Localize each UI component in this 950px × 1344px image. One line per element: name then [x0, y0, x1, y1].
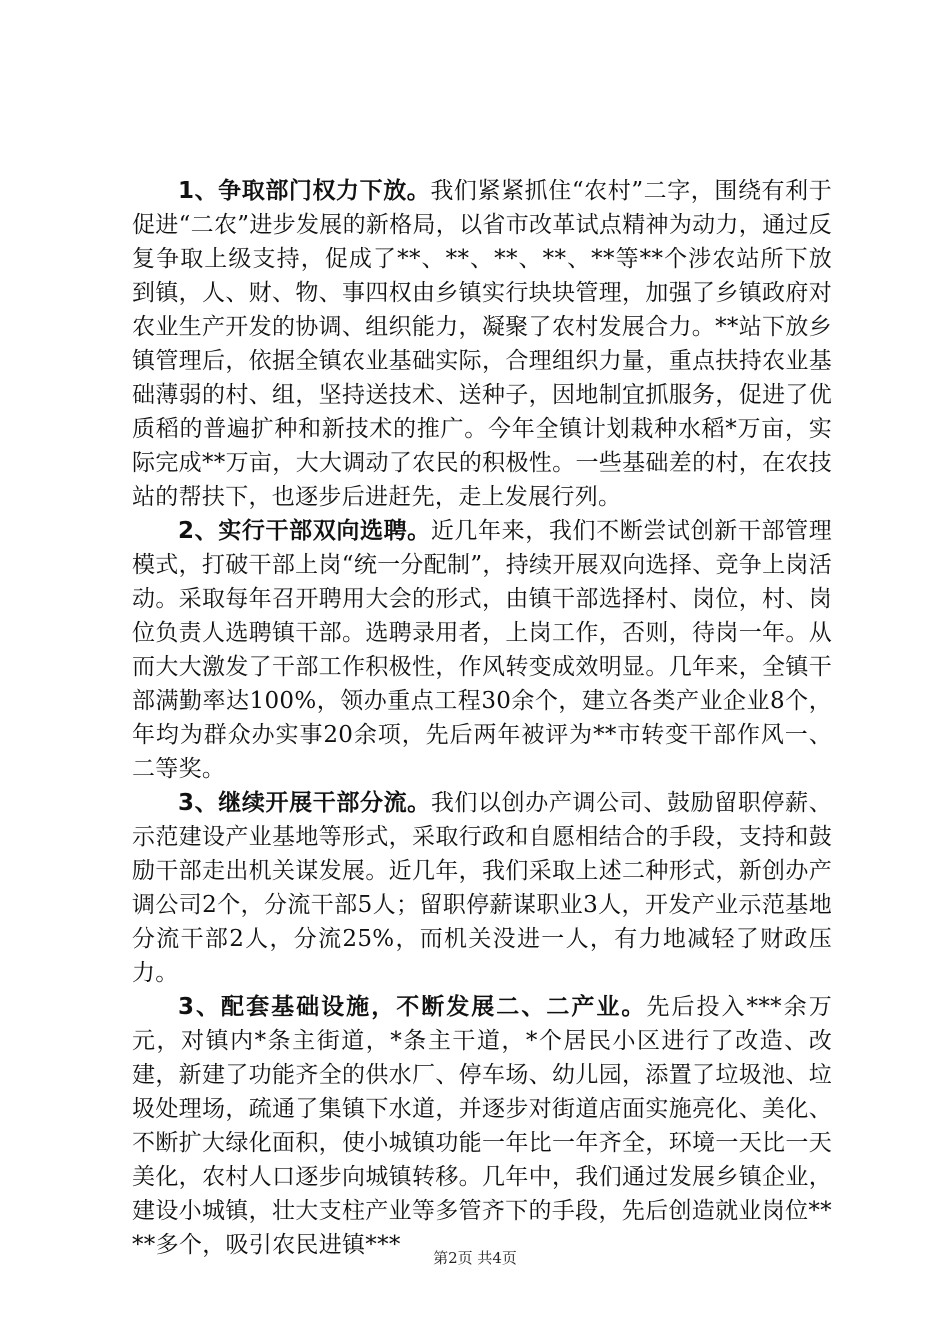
paragraph-1: [132, 174, 832, 514]
paragraph-3: [132, 786, 832, 990]
paragraph-4: [132, 990, 832, 1262]
paragraph-1-heading: 1、争取部门权力下放。: [178, 178, 431, 204]
paragraph-3-heading: 3、继续开展干部分流。: [178, 790, 431, 816]
paragraph-2: [132, 514, 832, 786]
paragraph-2-heading: 2、实行干部双向选聘。: [178, 518, 431, 544]
paragraph-4-text: 先后投入***余万元，对镇内*条主街道，*条主干道，*个居民小区进行了改造、改建，新建了功能齐全的供水厂、停车场、幼儿园，添置了垃圾池、垃圾处理场，疏通了集镇下水道，并逐步对街道店面实施亮化、美化、不断扩大绿化面积，使小城镇功能一年比一年齐全，环境一天比一天美化，农村人口逐步向城镇转移。几年中，我们通过发展乡镇企业，建设小城镇，壮大支柱产业等多管齐下的手段，先后创造就业岗位****多个，吸引农民进镇***: [132, 994, 832, 1258]
page-number-footer: 第2页 共4页: [433, 1249, 517, 1267]
paragraph-2-text: 近几年来，我们不断尝试创新干部管理模式，打破干部上岗“统一分配制”，持续开展双向选择、竞争上岗活动。采取每年召开聘用大会的形式，由镇干部选择村、岗位，村、岗位负责人选聘镇干部。选聘录用者，上岗工作，否则，待岗一年。从而大大激发了干部工作积极性，作风转变成效明显。几年来，全镇干部满勤率达100%，领办重点工程30余个，建立各类产业企业8个，年均为群众办实事20余项，先后两年被评为**市转变干部作风一、二等奖。: [132, 518, 832, 782]
paragraph-3-text: 我们以创办产调公司、鼓励留职停薪、示范建设产业基地等形式，采取行政和自愿相结合的手段，支持和鼓励干部走出机关谋发展。近几年，我们采取上述二种形式，新创办产调公司2个，分流干部5人；留职停薪谋职业3人，开发产业示范基地分流干部2人，分流25%，而机关没进一人，有力地减轻了财政压力。: [132, 790, 832, 986]
document-body: [132, 174, 832, 1262]
paragraph-1-text: 我们紧紧抓住“农村”二字，围绕有利于促进“二农”进步发展的新格局，以省市改革试点精神为动力，通过反复争取上级支持，促成了**、**、**、**、**等**个涉农站所下放到镇，人、财、物、事四权由乡镇实行块块管理，加强了乡镇政府对农业生产开发的协调、组织能力，凝聚了农村发展合力。**站下放乡镇管理后，依据全镇农业基础实际，合理组织力量，重点扶持农业基础薄弱的村、组，坚持送技术、送种子，因地制宜抓服务，促进了优质稻的普遍扩种和新技术的推广。今年全镇计划栽种水稻*万亩，实际完成**万亩，大大调动了农民的积极性。一些基础差的村，在农技站的帮扶下，也逐步后进赶先，走上发展行列。: [132, 178, 832, 510]
paragraph-4-heading: 3、配套基础设施，不断发展二、二产业。: [178, 994, 647, 1020]
